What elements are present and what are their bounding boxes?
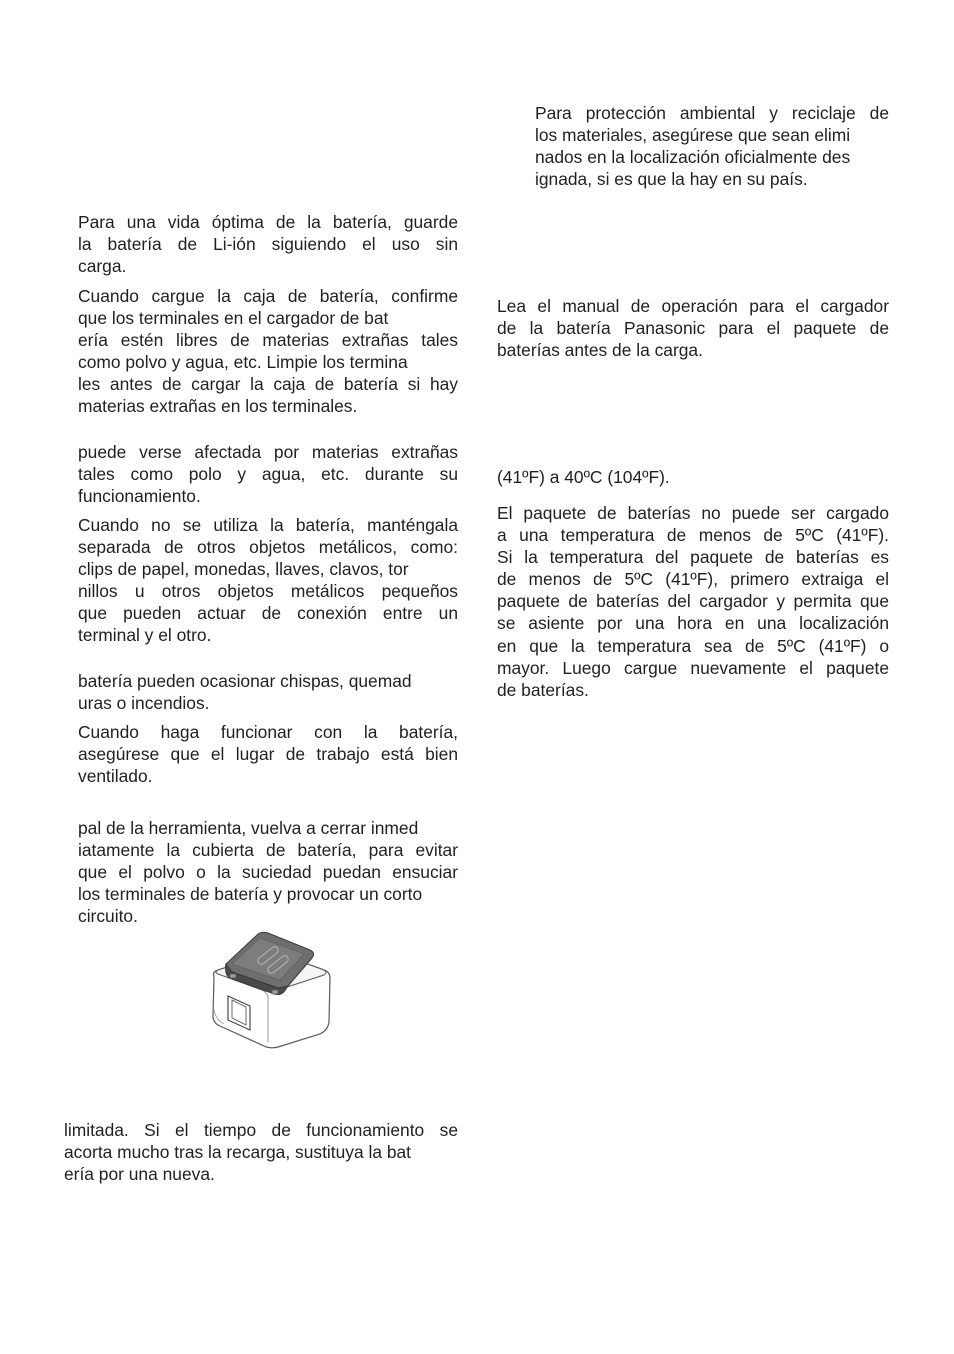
paragraph-metal-objects: Cuando no se utiliza la batería, manténgala separada de otros objetos metálicos, como: clips de papel, monedas, llaves, clavos, tor nillos u otros objetos metálicos pequeños que pueden actuar de conexión entre un terminal y el otro. (78, 515, 458, 646)
paragraph-recycling: Para protección ambiental y reciclaje de los materiales, asegúrese que sean elimi nados en la localización oficialmente des ignada, si es que la hay en su país. (535, 103, 889, 190)
paragraph-low-temperature: El paquete de baterías no puede ser cargado a una temperatura de menos de 5ºC (41ºF). Si la temperatura del paquete de baterías es de menos de 5ºC (41ºF), primero extraiga el paquete de baterías del cargador y permita que se asiente por una hora en una localización en que la temperatura sea de 5ºC (41ºF) o mayor. Luego cargue nuevamente el paquete de baterías. (497, 503, 889, 700)
battery-cover-illustration (208, 930, 334, 1050)
paragraph-sparks-warning: batería pueden ocasionar chispas, quemad uras o incendios. (78, 671, 412, 714)
paragraph-ventilation: Cuando haga funcionar con la batería, asegúrese que el lugar de trabajo está bien ventilado. (78, 722, 458, 787)
paragraph-foreign-matter: puede verse afectada por materias extrañas tales como polo y agua, etc. durante su funcionamiento. (78, 442, 458, 507)
paragraph-battery-cover: pal de la herramienta, vuelva a cerrar inmed iatamente la cubierta de batería, para evitar que el polvo o la suciedad puedan ensuciar los terminales de batería y provocar un corto circuito. (78, 818, 458, 927)
paragraph-read-manual: Lea el manual de operación para el cargador de la batería Panasonic para el paquete de baterías antes de la carga. (497, 296, 889, 361)
paragraph-charging-terminals: Cuando cargue la caja de batería, confirme que los terminales en el cargador de bat ería estén libres de materias extrañas tales como polvo y agua, etc. Limpie los termina les antes de cargar la caja de batería si hay materias extrañas en los terminales. (78, 286, 458, 417)
paragraph-battery-life: limitada. Si el tiempo de funcionamiento se acorta mucho tras la recarga, sustituya la bat ería por una nueva. (64, 1120, 458, 1185)
battery-pack-icon (208, 930, 334, 1050)
paragraph-temperature-range: (41ºF) a 40ºC (104ºF). (497, 467, 670, 487)
paragraph-storage-tip: Para una vida óptima de la batería, guarde la batería de Li-ión siguiendo el uso sin carga. (78, 212, 458, 277)
